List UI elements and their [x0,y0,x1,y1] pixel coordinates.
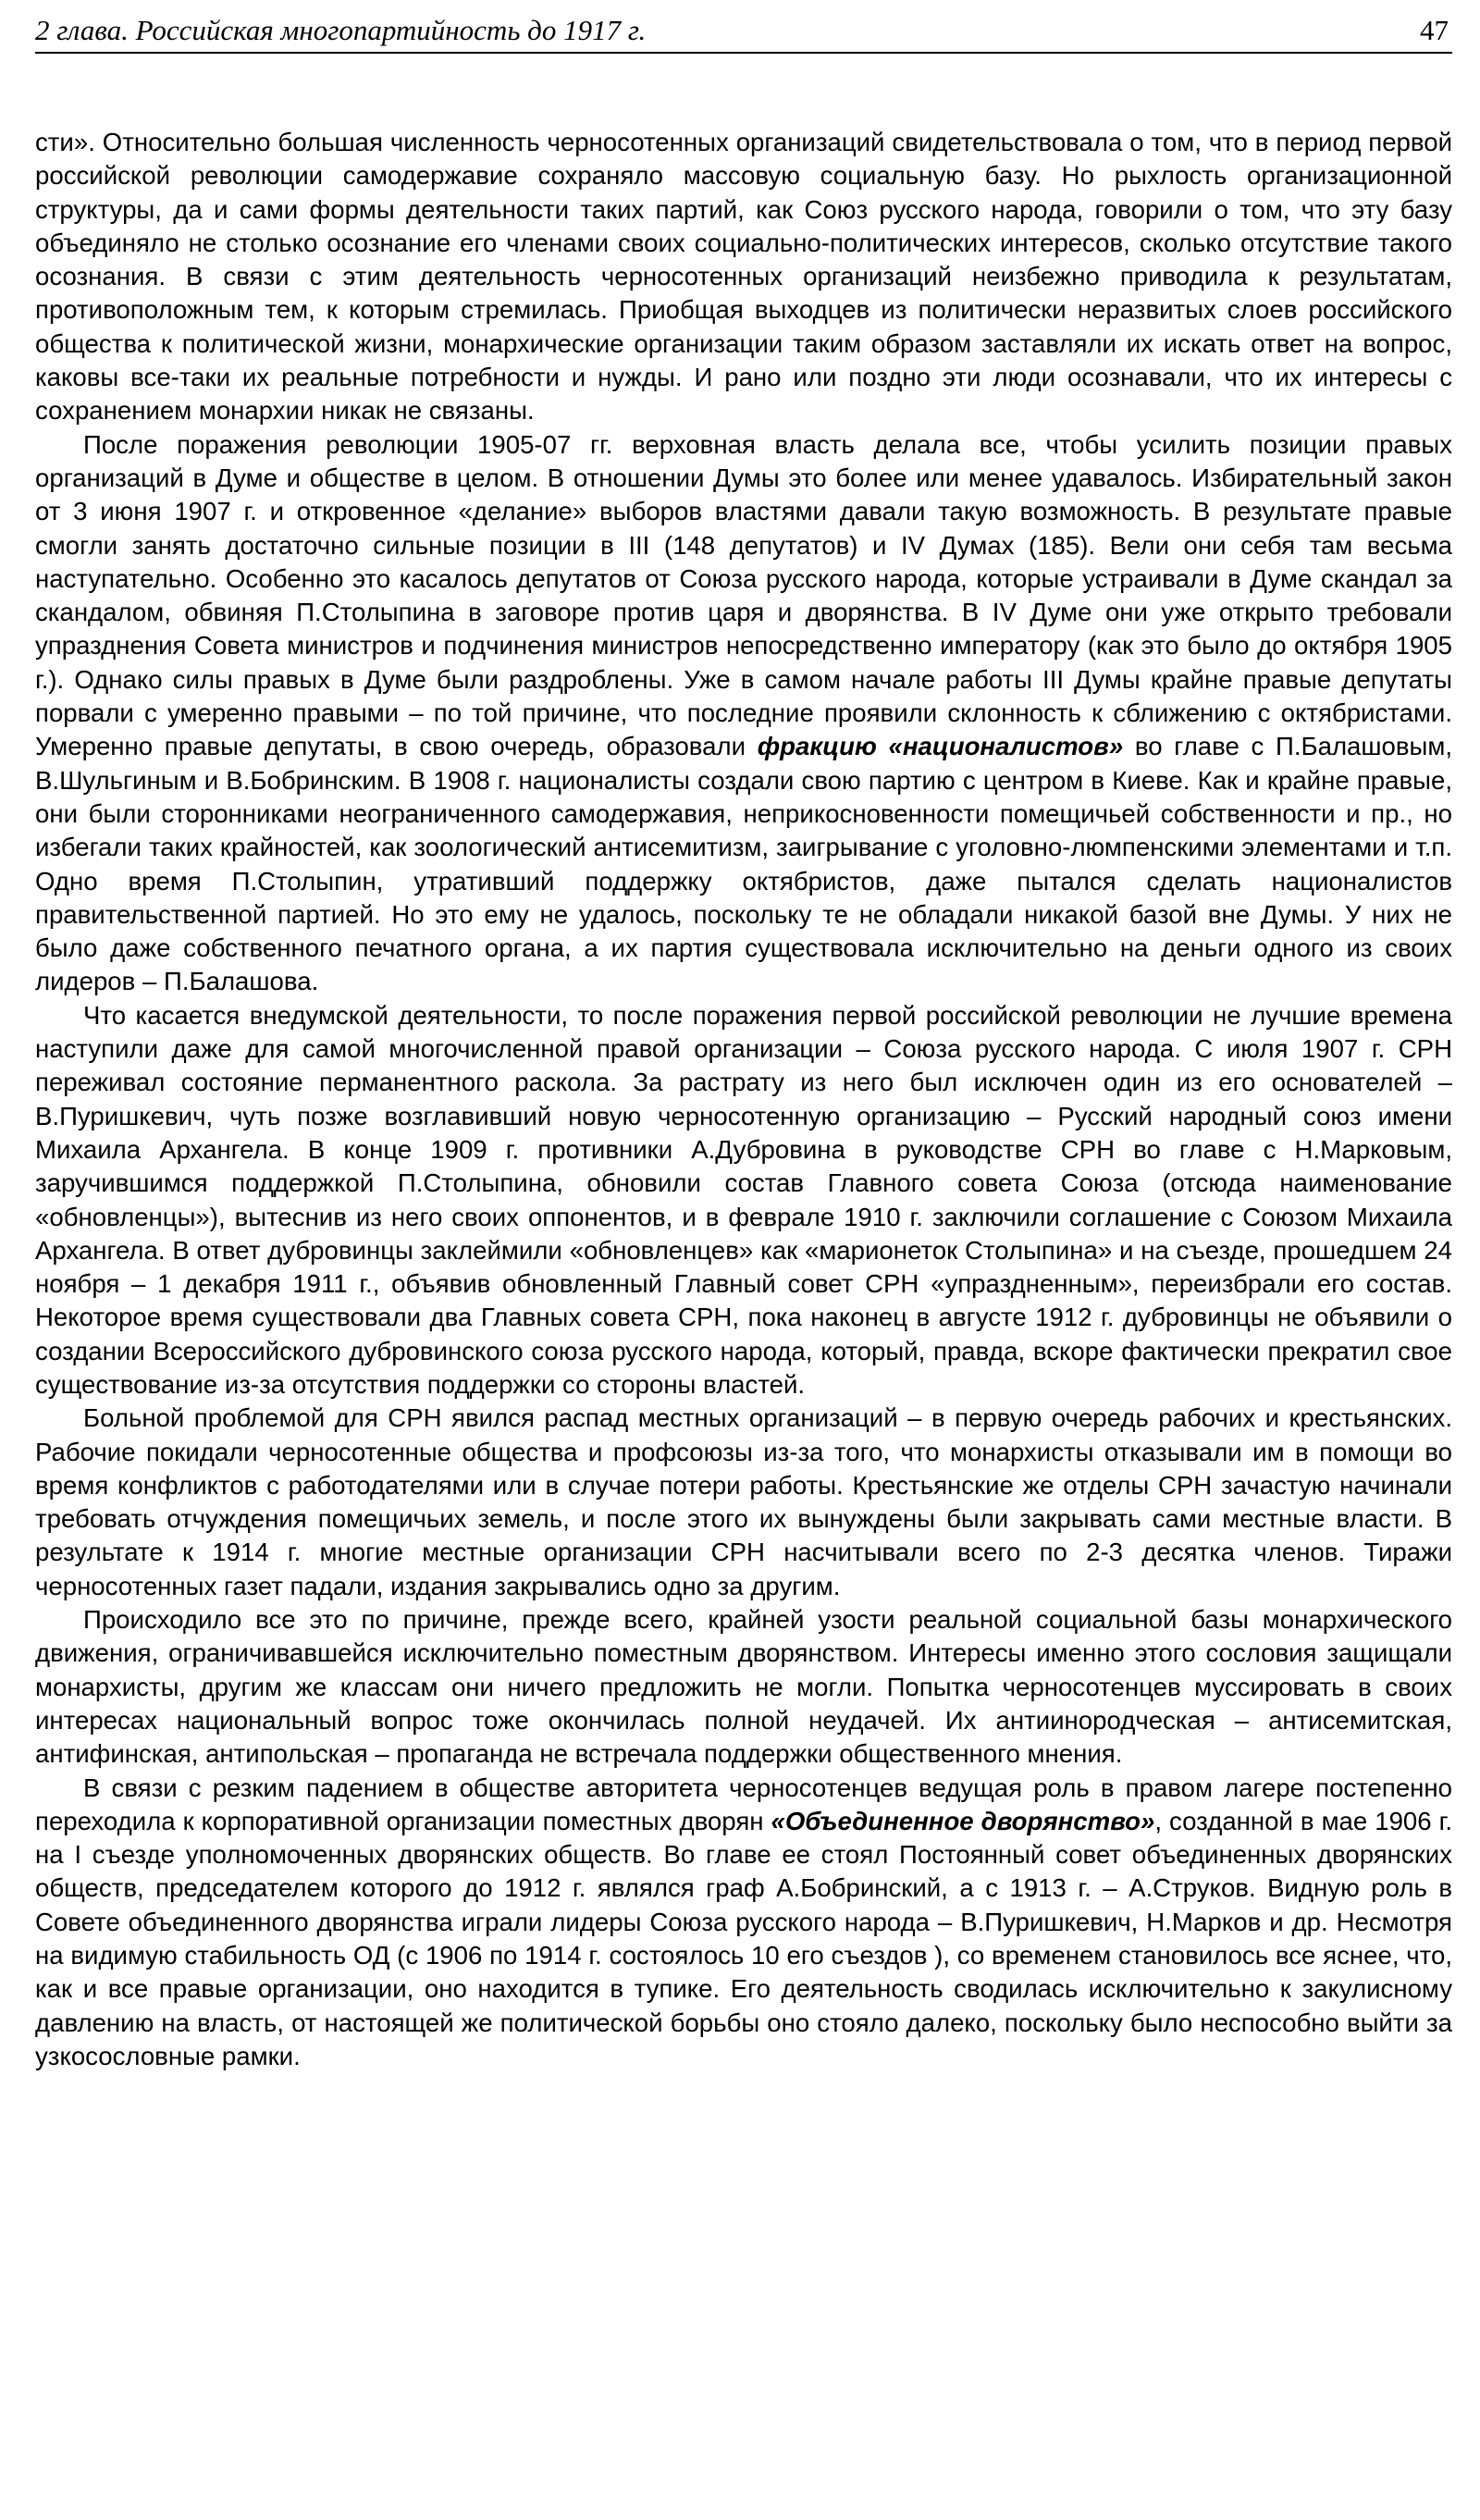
paragraph [35,1603,1452,1771]
chapter-title: 2 глава. Российская многопартийность до 1917 г. [35,14,647,46]
paragraph-text: После поражения революции 1905-07 гг. верховная власть делала все, чтобы усилить позиции правых организаций в Думе и обществе в целом. В отношении Думы это более или менее удавалось. Избирательный закон от 3 июня 1907 г. и откровенное «делание» выборов властями давали такую возможность. В результате правые смогли занять достаточно сильные позиции в III (148 депутатов) и IV Думах (185). Вели они себя там весьма наступательно. Особенно это касалось депутатов от Союза русского народа, которые устраивали в Думе скандал за скандалом, обвиняя П.Столыпина в заговоре против царя и дворянства. В IV Думе они уже открыто требовали упразднения Совета министров и подчинения министров непосредственно императору (как это было до октября 1905 г.). Однако силы правых в Думе были раздроблены. Уже в самом начале работы III Думы крайне правые депутаты порвали с умеренно правыми – по той причине, что последние проявили склонность к сближению с октябристами. Умеренно правые депутаты, в свою очередь, образовали [35,429,1452,761]
paragraph-text: , созданной в мае 1906 г. на I съезде уполномоченных дворянских обществ. Во главе ее стоял Постоянный совет объединенных дворянских обществ, председателем которого до 1912 г. являлся граф А.Бобринский, а с 1913 г. – А.Струков. Видную роль в Совете объединенного дворянства играли лидеры Союза русского народа – В.Пуришкевич, Н.Марков и др. Несмотря на видимую стабильность ОД (с 1906 по 1914 г. состоялось 10 его съездов ), со временем становилось все яснее, что, как и все правые организации, оно находится в тупике. Его деятельность сводилась исключительно к закулисному давлению на власть, от настоящей же политической борьбы оно стояло далеко, поскольку было неспособно выйти за узкосословные рамки. [35,1806,1452,2070]
emphasized-term: фракцию «националистов» [757,732,1124,761]
paragraph-text: Больной проблемой для СРН явился распад местных организаций – в первую очередь рабочих и крестьянских. Рабочие покидали черносотенные общества и профсоюзы из-за того, что монархисты отказывали им в помощи во время конфликтов с работодателями или в случае потери работы. Крестьянские же отделы СРН зачастую начинали требовать отчуждения помещичьих земель, и после этого их вынуждены были закрывать сами местные власти. В результате к 1914 г. многие местные организации СРН насчитывали всего по 2-3 десятка членов. Тиражи черносотенных газет падали, издания закрывались одно за другим. [35,1403,1452,1600]
paragraph [35,1772,1452,2074]
book-page [35,0,1452,2520]
paragraph-text: во главе с П.Балашовым, В.Шульгиным и В.Бобринским. В 1908 г. националисты создали свою партию с центром в Киеве. Как и крайне правые, они были сторонниками неограниченного самодержавия, неприкосновенности помещичьей собственности и пр., но избегали таких крайностей, как зоологический антисемитизм, заигрывание с уголовно-люмпенскими элементами и т.п. Одно время П.Столыпин, утративший поддержку октябристов, даже пытался сделать националистов правительственной партией. Но это ему не удалось, поскольку те не обладали никакой базой вне Думы. У них не было даже собственного печатного органа, а их партия существовала исключительно на деньги одного из своих лидеров – П.Балашова. [35,732,1453,996]
paragraph-text: Происходило все это по причине, прежде всего, крайней узости реальной социальной базы монархического движения, ограничивавшейся исключительно поместным дворянством. Интересы именно этого сословия защищали монархисты, другим же классам они ничего предложить не могли. Попытка черносотенцев муссировать в своих интересах национальный вопрос тоже окончилась полной неудачей. Их антиинородческая – антисемитская, антифинская, антипольская – пропаганда не встречала поддержки общественного мнения. [35,1605,1452,1769]
page-number: 47 [1420,14,1449,46]
paragraph [35,999,1452,1402]
emphasized-term: «Объединенное дворянство» [771,1806,1155,1835]
paragraph [35,1402,1452,1603]
paragraph-text: сти». Относительно большая численность черносотенных организаций свидетельствовала о том, что в период первой российской революции самодержавие сохраняло массовую социальную базу. Но рыхлость организационной структуры, да и сами формы деятельности таких партий, как Союз русского народа, говорили о том, что эту базу объединяло не столько осознание его членами своих социально-политических интересов, сколько отсутствие такого осознания. В связи с этим деятельность черносотенных организаций неизбежно приводила к результатам, противоположным тем, к которым стремилась. Приобщая выходцев из политически неразвитых слоев российского общества к политической жизни, монархические организации таким образом заставляли их искать ответ на вопрос, каковы все-таки их реальные потребности и нужды. И рано или поздно эти люди осознавали, что их интересы с сохранением монархии никак не связаны. [35,128,1452,426]
paragraph [35,126,1452,428]
paragraph-text: В связи с резким падением в обществе авторитета черносотенцев ведущая роль в правом лагере постепенно переходила к корпоративной организации поместных дворян [35,1773,1452,1835]
body-text [35,126,1452,2073]
paragraph [35,428,1452,999]
paragraph-text: Что касается внедумской деятельности, то после поражения первой российской революции не лучшие времена наступили даже для самой многочисленной правой организации – Союза русского народа. С июля 1907 г. СРН переживал состояние перманентного раскола. За растрату из него был исключен один из его основателей – В.Пуришкевич, чуть позже возглавивший новую черносотенную организацию – Русский народный союз имени Михаила Архангела. В конце 1909 г. противники А.Дубровина в руководстве СРН во главе с Н.Марковым, заручившимся поддержкой П.Столыпина, обновили состав Главного совета Союза (отсюда наименование «обновленцы»), вытеснив из него своих оппонентов, и в феврале 1910 г. заключили соглашение с Союзом Михаила Архангела. В ответ дубровинцы заклеймили «обновленцев» как «марионеток Столыпина» и на съезде, прошедшем 24 ноября – 1 декабря 1911 г., объявив обновленный Главный совет СРН «упраздненным», переизбрали его состав. Некоторое время существовали два Главных совета СРН, пока наконец в августе 1912 г. дубровинцы не объявили о создании Всероссийского дубровинского союза русского народа, который, правда, вскоре фактически прекратил свое существование из-за отсутствия поддержки со стороны властей. [35,1000,1452,1399]
running-header [35,9,1452,54]
